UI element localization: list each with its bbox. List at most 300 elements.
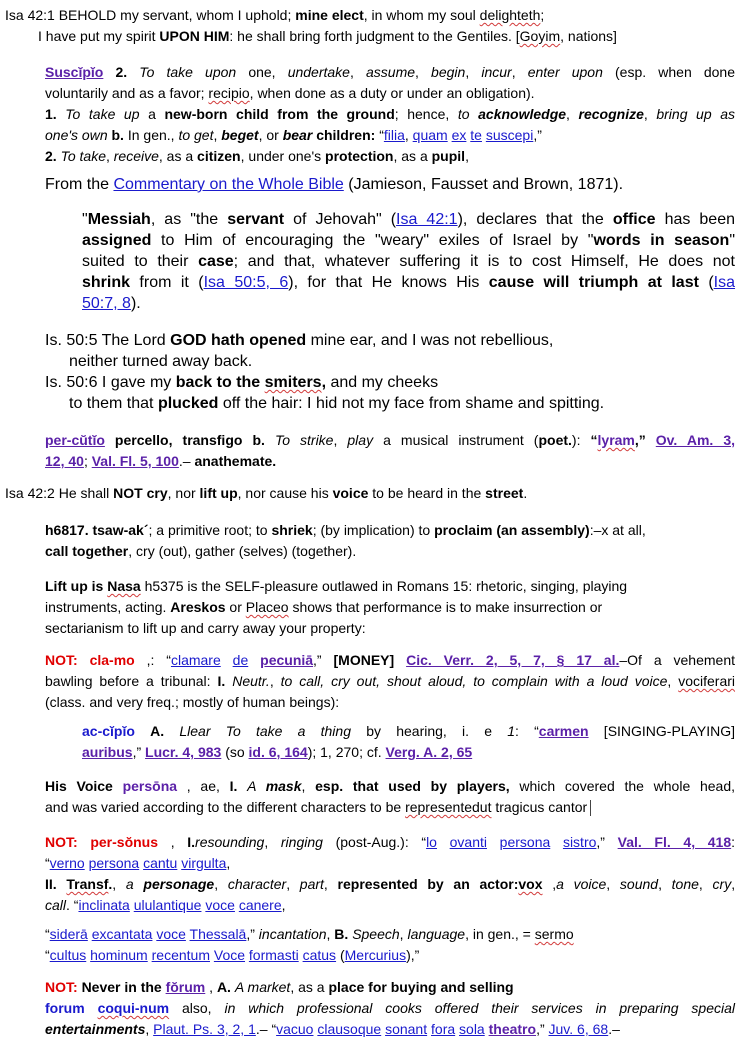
reference-link[interactable]: Voce	[213, 947, 246, 963]
reference-link[interactable]: sola	[459, 1021, 485, 1037]
reference-link[interactable]: ovanti	[449, 834, 487, 850]
text-cursor	[590, 800, 591, 816]
text-run: enter upon	[527, 64, 603, 80]
text-run: recipio	[208, 85, 250, 101]
text-run: a	[125, 876, 144, 892]
verse-line	[5, 5, 617, 26]
text-run: to	[457, 106, 479, 122]
text-run: to be heard in the	[368, 485, 486, 501]
text-run: ,”	[132, 744, 146, 760]
text-run: (	[336, 947, 345, 963]
text-run: incantation	[258, 926, 327, 942]
paragraph-line	[45, 597, 627, 618]
text-run: ,	[731, 876, 736, 892]
text-run: to call, cry out, shout aloud, to complain with a loud voice	[280, 673, 668, 689]
text-run: ;	[540, 7, 545, 23]
text-run: ,	[105, 148, 114, 164]
entry-line	[45, 62, 735, 83]
text-run: ; hence,	[394, 106, 458, 122]
reference-link[interactable]: vacuo	[276, 1021, 314, 1037]
text-run: (Jamieson, Fausset and Brown, 1871).	[343, 176, 624, 193]
text-run: Neutr.	[232, 673, 270, 689]
reference-link[interactable]: id. 6, 164	[248, 744, 308, 760]
text-run: undertake	[287, 64, 350, 80]
text-run: tsaw-ak´	[92, 522, 149, 538]
reference-link[interactable]: virgulta	[181, 855, 227, 871]
text-run: UPON HIM	[159, 28, 230, 44]
entry-line	[45, 853, 735, 874]
paragraph-line	[45, 576, 627, 597]
entry-line	[45, 125, 735, 146]
text-run: "	[82, 211, 88, 228]
text-run: proclaim (an assembly)	[434, 522, 590, 538]
text-run: pupil	[431, 148, 466, 164]
text-run: ,	[606, 876, 620, 892]
text-run: ,	[281, 897, 286, 913]
text-run: one,	[236, 64, 288, 80]
reference-link[interactable]: hominum	[90, 947, 148, 963]
reference-link[interactable]: de	[232, 652, 249, 668]
text-run	[164, 723, 179, 739]
reference-link[interactable]: recentum	[151, 947, 210, 963]
text-run: 1	[507, 723, 516, 739]
reference-link[interactable]: carmen	[538, 723, 589, 739]
reference-link[interactable]: excantata	[91, 926, 153, 942]
dictionary-entry-percutio	[45, 430, 735, 472]
reference-link[interactable]: Val. Fl. 4, 418	[617, 834, 732, 850]
reference-link[interactable]: Lucr. 4, 983	[145, 744, 222, 760]
text-run: mine elect	[295, 7, 364, 23]
text-run: language	[407, 926, 466, 942]
reference-link[interactable]: auribus	[82, 744, 133, 760]
entry-line	[45, 945, 574, 966]
strongs-h6817	[45, 520, 646, 562]
text-run: (so	[221, 744, 249, 760]
text-run: (esp. when done	[602, 64, 735, 80]
text-run	[85, 1000, 98, 1016]
text-run: ,	[112, 876, 126, 892]
reference-link[interactable]: fora	[431, 1021, 456, 1037]
reference-link[interactable]: clamare	[170, 652, 221, 668]
text-run: a voice	[556, 876, 607, 892]
text-run: To take upon	[139, 64, 237, 80]
text-run: , in whom my soul	[363, 7, 480, 23]
text-run	[135, 723, 150, 739]
reference-link[interactable]: Isa 42:1	[396, 211, 458, 228]
text-run: words in season	[593, 232, 730, 249]
text-run: recognize	[578, 106, 644, 122]
text-run: ,	[226, 855, 231, 871]
reference-link[interactable]: Thessalā	[189, 926, 247, 942]
text-run: –Of a vehement	[619, 652, 735, 668]
text-run	[78, 834, 91, 850]
verse-line	[45, 372, 604, 393]
text-run: shriek	[271, 522, 313, 538]
text-run: ,	[404, 127, 413, 143]
reference-link[interactable]: filia	[383, 127, 405, 143]
entry-line	[45, 832, 735, 853]
text-run: esp. that used by players,	[315, 778, 510, 794]
text-run: citizen	[197, 148, 241, 164]
reference-link[interactable]: voce	[156, 926, 186, 942]
dictionary-entry-personus	[45, 832, 735, 916]
text-run: , as "the	[150, 211, 228, 228]
verse-isa-42-1	[5, 5, 617, 47]
text-run: which covered the whole head,	[509, 778, 736, 794]
reference-link[interactable]: canere	[238, 897, 282, 913]
text-run: Is. 50:6 I gave my	[45, 374, 176, 391]
reference-link[interactable]: Verg. A. 2, 65	[385, 744, 473, 760]
verse-line	[45, 330, 604, 351]
text-run: cla-mo	[89, 652, 135, 668]
reference-link[interactable]: suscepi	[485, 127, 534, 143]
entry-line	[45, 692, 735, 713]
text-run: I.	[217, 673, 226, 689]
entry-line	[45, 977, 735, 998]
reference-link[interactable]: Mercurius	[344, 947, 407, 963]
entry-line	[45, 541, 646, 562]
text-run: neither turned away back.	[69, 353, 253, 370]
text-run: NOT:	[45, 652, 78, 668]
text-run: to get	[178, 127, 214, 143]
text-run: ,	[566, 106, 579, 122]
reference-link[interactable]: coqui-num	[97, 1000, 170, 1016]
text-run: To take a thing	[225, 723, 351, 739]
text-run: .–	[608, 1021, 620, 1037]
text-run: NOT cry	[113, 485, 168, 501]
reference-link[interactable]: Isa	[713, 274, 736, 291]
text-run: (class. and very freq.; mostly of human beings):	[45, 694, 340, 710]
text-run: I.	[187, 834, 196, 850]
text-run: Isa 42:2 He shall	[5, 485, 114, 501]
text-run: ,	[158, 834, 188, 850]
text-run: in which professional cooks offered their services in preparing special	[224, 1000, 735, 1016]
reference-link[interactable]: verno	[49, 855, 85, 871]
entry-line	[45, 671, 735, 692]
reference-link[interactable]: quam	[412, 127, 448, 143]
text-run: Isa 42:1 BEHOLD my servant, whom I uphold;	[5, 7, 296, 23]
text-run: from it (	[130, 274, 204, 291]
entry-line	[45, 924, 574, 945]
dictionary-entry-suscipio	[45, 62, 735, 167]
text-run: h6817.	[45, 522, 93, 538]
text-run: ,”	[313, 652, 334, 668]
text-run: or	[225, 599, 246, 615]
text-run: ,”	[246, 926, 259, 942]
text-run	[237, 778, 247, 794]
reference-link[interactable]: Ov. Am. 3,	[655, 432, 735, 448]
text-run: represented by an actor:	[337, 876, 519, 892]
text-run: bear	[282, 127, 313, 143]
text-run: NOT:	[45, 834, 78, 850]
text-run: ), for that He knows His	[288, 274, 489, 291]
text-run	[113, 778, 123, 794]
text-run: poet.	[538, 432, 572, 448]
text-run: I.	[229, 778, 238, 794]
reference-link[interactable]: fŏrum	[165, 979, 206, 995]
text-run: Llear	[179, 723, 211, 739]
entry-line	[45, 520, 646, 541]
text-run: receive	[113, 148, 159, 164]
text-run: voluntarily and as a favor;	[45, 85, 209, 101]
text-run: ,”	[596, 834, 618, 850]
text-run: , under one's	[240, 148, 326, 164]
text-run: instruments, acting.	[45, 599, 171, 615]
text-run: beget	[221, 127, 259, 143]
text-run: , as a	[393, 148, 432, 164]
verse-line	[45, 351, 604, 372]
text-run: , in gen., =	[465, 926, 535, 942]
text-run: office	[612, 211, 656, 228]
verses-isa-50	[45, 330, 604, 414]
text-run: Messiah	[87, 211, 151, 228]
reference-link[interactable]: lyram	[597, 432, 635, 448]
text-run: smiters	[264, 374, 322, 391]
text-run: part	[299, 876, 324, 892]
text-run: , cry (out), gather (selves) (together).	[128, 543, 357, 559]
text-run: ,	[465, 148, 469, 164]
text-run: To take up	[65, 106, 140, 122]
text-run: ,	[213, 127, 222, 143]
text-run: also,	[169, 1000, 225, 1016]
text-run: entertainments	[45, 1021, 146, 1037]
text-run: children:	[316, 127, 376, 143]
text-run: ,	[349, 64, 366, 80]
text-run: Goyim	[519, 28, 561, 44]
reference-link[interactable]: sistro	[562, 834, 597, 850]
text-run: Transf	[66, 876, 109, 892]
text-run: ,	[269, 673, 281, 689]
text-run: , when done as a duty or under an obligation).	[249, 85, 535, 101]
reference-link[interactable]: ex	[451, 127, 467, 143]
reference-link[interactable]: inclinata	[78, 897, 130, 913]
text-run	[487, 834, 500, 850]
text-run: ),”	[406, 947, 420, 963]
entry-line-text	[45, 799, 587, 815]
quote-line	[82, 272, 735, 293]
text-run	[103, 64, 115, 80]
text-run: resounding	[195, 834, 265, 850]
quote-line	[82, 230, 735, 251]
reference-link[interactable]: Isa 50:5, 6	[203, 274, 289, 291]
text-run: ,: “	[134, 652, 171, 668]
text-run: ,	[643, 106, 657, 122]
text-run: ,	[511, 64, 528, 80]
text-run: cause will triumph at last	[488, 274, 699, 291]
text-run: , nor	[167, 485, 200, 501]
text-run: ,	[205, 979, 217, 995]
text-run: call	[45, 897, 67, 913]
reference-link[interactable]: theatro	[488, 1021, 537, 1037]
text-run: mine ear, and I was not rebellious,	[306, 332, 554, 349]
text-run: 2.	[45, 148, 57, 164]
text-run: ;	[83, 453, 92, 469]
text-run: by hearing, i. e	[351, 723, 508, 739]
text-run: 1.	[45, 106, 57, 122]
commentary-quote	[82, 209, 735, 314]
entry-line	[45, 895, 735, 916]
text-run: Lift up is	[45, 578, 108, 594]
text-run: new-born child from the ground	[164, 106, 395, 122]
text-run: street	[485, 485, 524, 501]
text-run: sermo	[534, 926, 574, 942]
text-run: assigned	[82, 232, 152, 249]
entry-line	[45, 874, 735, 895]
reference-link[interactable]: Cic. Verr. 2, 5, 7, § 17 al.	[406, 652, 620, 668]
text-run: to Him of encouraging the "weary" exiles of Israel by "	[151, 232, 594, 249]
reference-link[interactable]: cantu	[143, 855, 178, 871]
reference-link[interactable]: siderā	[49, 926, 88, 942]
verse-line	[5, 26, 617, 47]
quote-line	[82, 209, 735, 230]
verse-line	[5, 483, 527, 504]
text-run: Is. 50:5 The Lord	[45, 332, 171, 349]
text-run: and was varied according to the different characters to be	[45, 799, 406, 815]
text-run: protection	[325, 148, 394, 164]
text-run: Nasa	[107, 578, 141, 594]
text-run: .– “	[255, 1021, 277, 1037]
entry-line	[45, 104, 735, 125]
entry-line	[45, 1019, 735, 1040]
reference-link[interactable]: clausoque	[317, 1021, 382, 1037]
text-run: His Voice	[45, 778, 113, 794]
text-run: : he shall bring forth judgment to the Gentiles. [	[229, 28, 520, 44]
reference-link[interactable]: lo	[426, 834, 437, 850]
text-run: “	[590, 432, 598, 448]
entry-line	[45, 451, 735, 472]
text-run: percello, transfigo b.	[114, 432, 265, 448]
text-run: NOT:	[45, 979, 78, 995]
reference-link[interactable]: per-cŭtĭo	[45, 432, 105, 448]
text-run: ,	[399, 926, 408, 942]
reference-link[interactable]: sonant	[385, 1021, 428, 1037]
text-run: ,	[286, 876, 300, 892]
text-run: .	[523, 485, 528, 501]
text-run	[550, 834, 563, 850]
reference-link[interactable]: pecuniā	[260, 652, 314, 668]
text-run: ,	[667, 673, 679, 689]
reference-link[interactable]: te	[470, 127, 482, 143]
verse-isa-42-2	[5, 483, 527, 504]
reference-link[interactable]: 12, 40	[45, 453, 84, 469]
text-run: I have put my spirit	[38, 28, 160, 44]
text-run: off the hair: I hid not my face from shame and spitting.	[218, 395, 605, 412]
text-run: ,	[323, 876, 338, 892]
text-run: ,	[301, 778, 316, 794]
reference-link[interactable]: formasti	[248, 947, 299, 963]
commentary-source-line	[45, 174, 623, 195]
text-run	[394, 652, 406, 668]
text-run: [MONEY]	[333, 652, 395, 668]
text-run: (post-Aug.): “	[322, 834, 427, 850]
text-run: :–x at all,	[589, 522, 646, 538]
text-run: : “	[515, 723, 539, 739]
text-run: "	[729, 232, 735, 249]
text-run: ,	[698, 876, 713, 892]
text-run: back to the	[175, 374, 265, 391]
text-run: , as a	[290, 979, 329, 995]
text-run: play	[347, 432, 374, 448]
text-run: ), declares that the	[457, 211, 613, 228]
text-run: a musical instrument (	[373, 432, 539, 448]
dictionary-entry-forum	[45, 977, 735, 1040]
text-run: ,	[415, 64, 432, 80]
text-run: “	[45, 855, 50, 871]
dictionary-entry-clamo	[45, 650, 735, 713]
reference-link[interactable]: cultus	[49, 947, 87, 963]
entry-line	[45, 83, 735, 104]
text-run: ,”	[536, 1021, 549, 1037]
text-run	[78, 652, 90, 668]
nasa-paragraph	[45, 576, 627, 639]
reference-link[interactable]: persona	[499, 834, 551, 850]
quote-line	[82, 251, 735, 272]
text-run: vox	[518, 876, 543, 892]
text-run: call together	[45, 543, 129, 559]
reference-link[interactable]: Val. Fl. 5, 100	[91, 453, 179, 469]
entry-line	[45, 430, 735, 451]
reference-link[interactable]: Plaut. Ps. 3, 2, 1	[153, 1021, 256, 1037]
reference-link[interactable]: persona	[88, 855, 140, 871]
reference-link[interactable]: ac-cĭpĭo	[82, 723, 135, 739]
text-run: , as a	[158, 148, 198, 164]
text-run: b.	[111, 127, 124, 143]
text-run: shrink	[82, 274, 131, 291]
reference-link[interactable]: Juv. 6, 68	[548, 1021, 609, 1037]
text-run: tone	[671, 876, 699, 892]
text-run: cry	[712, 876, 732, 892]
text-run: A	[247, 778, 266, 794]
text-run: :	[731, 834, 736, 850]
text-run: ; and that, whatever suffering it is to cost Himself, He does not	[233, 253, 736, 270]
text-run	[248, 652, 260, 668]
text-run: persōna	[122, 778, 178, 794]
reference-link[interactable]: Suscĭpĭo	[45, 64, 104, 80]
text-run: ).	[130, 295, 141, 312]
paragraph-line	[45, 618, 627, 639]
text-run: has been	[655, 211, 735, 228]
reference-link[interactable]: 50:7, 8	[82, 295, 131, 312]
text-run	[105, 432, 115, 448]
text-run: Placeo	[245, 599, 289, 615]
text-run	[265, 432, 275, 448]
entry-line	[82, 742, 735, 763]
text-run: vociferari	[678, 673, 736, 689]
entry-line	[82, 721, 735, 742]
text-run: .	[108, 876, 113, 892]
text-run: ,”	[634, 432, 656, 448]
text-run: a	[139, 106, 165, 122]
reference-link[interactable]: voce	[205, 897, 235, 913]
entry-line	[45, 797, 735, 818]
text-run: bawling before a tribunal:	[45, 673, 218, 689]
reference-link[interactable]: Commentary on the Whole Bible	[113, 176, 344, 193]
text-run: In gen.,	[123, 127, 179, 143]
reference-link[interactable]: catus	[302, 947, 337, 963]
dictionary-entry-persona	[45, 776, 735, 818]
reference-link[interactable]: ululantique	[133, 897, 202, 913]
text-run: A.	[150, 723, 165, 739]
text-run: To take	[60, 148, 106, 164]
text-run: per-sŏnus	[90, 834, 159, 850]
sidera-quotation	[45, 924, 574, 966]
commentary-intro	[45, 174, 623, 195]
reference-link[interactable]: forum	[45, 1000, 85, 1016]
text-run	[437, 834, 450, 850]
text-run: place for buying and selling	[328, 979, 514, 995]
text-run: ,	[333, 432, 348, 448]
text-run: , ae,	[177, 778, 230, 794]
